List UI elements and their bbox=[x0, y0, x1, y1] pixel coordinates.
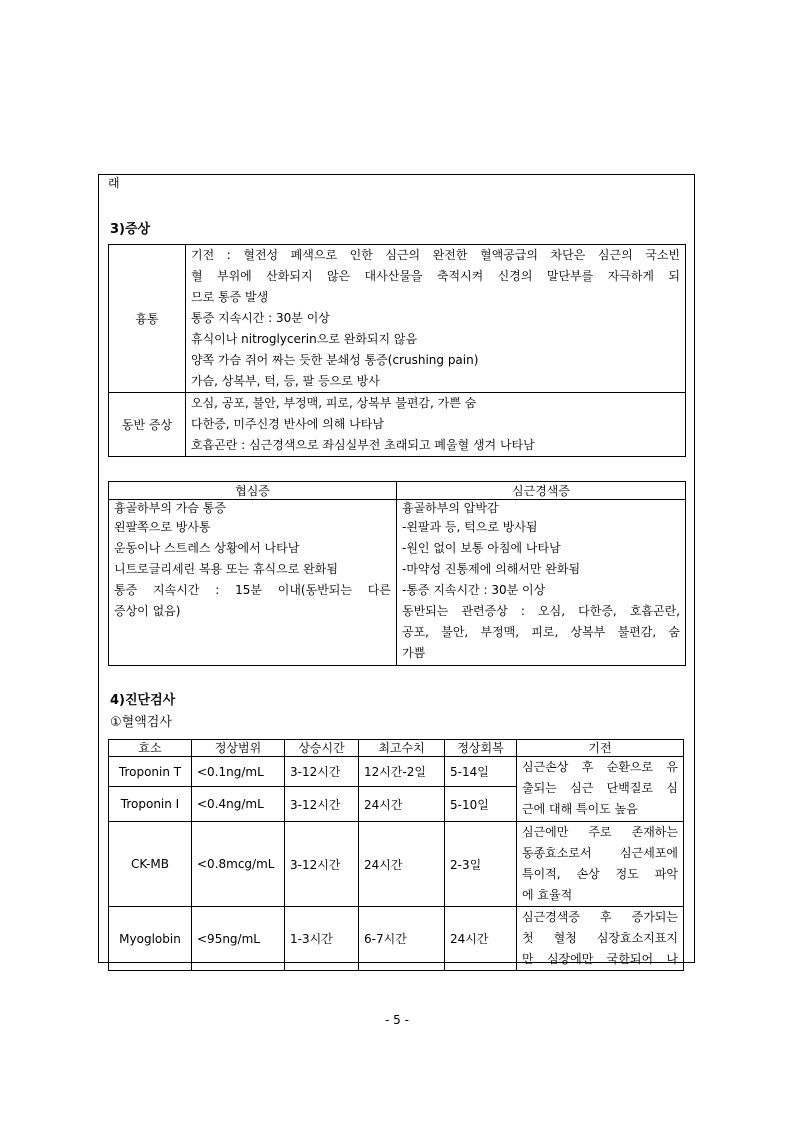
recovery-time: 2-3일 bbox=[445, 822, 517, 907]
mechanism-line: 심근경색증 후 증가되는 bbox=[522, 910, 678, 924]
blood-test-table bbox=[108, 739, 684, 971]
symptom-line: 통증 지속시간 : 30분 이상 bbox=[191, 311, 330, 325]
symptom-label-accompanying: 동반 증상 bbox=[109, 393, 186, 457]
table-row bbox=[109, 907, 684, 971]
mechanism-line: 만 심장에만 국한되어 나 bbox=[522, 952, 678, 966]
mechanism-line: 에 효율적 bbox=[522, 888, 573, 902]
col-rise: 상승시간 bbox=[285, 740, 359, 757]
symptom-details-chest-pain bbox=[186, 245, 686, 393]
symptom-line: 다한증, 미주신경 반사에 의해 나타남 bbox=[191, 417, 384, 431]
mi-line: -왼팔과 등, 턱으로 방사됨 bbox=[402, 520, 538, 534]
enzyme-name: Myoglobin bbox=[109, 907, 192, 971]
rise-time: 3-12시간 bbox=[285, 757, 359, 787]
angina-line: 니트로글리세린 복용 또는 휴식으로 완화됨 bbox=[114, 562, 338, 576]
normal-range: <95ng/mL bbox=[192, 907, 285, 971]
symptom-label-chest-pain: 흉통 bbox=[109, 245, 186, 393]
mi-line: 공포, 불안, 부정맥, 피로, 상복부 불편감, 숨 bbox=[402, 625, 680, 639]
normal-range: <0.8mcg/mL bbox=[192, 822, 285, 907]
mi-cell bbox=[397, 500, 686, 666]
comparison-header-row bbox=[109, 482, 686, 500]
mi-line: 흉골하부의 압박감 bbox=[402, 501, 499, 515]
peak-time: 24시간 bbox=[359, 787, 445, 822]
diagnostics-heading: 4)진단검사 bbox=[110, 693, 176, 708]
angina-cell bbox=[109, 500, 397, 666]
mechanism-line: 특이적, 손상 정도 파악 bbox=[522, 867, 678, 881]
mechanism-line: 첫 혈청 심장효소지표지 bbox=[522, 931, 678, 945]
mechanism-ckmb bbox=[517, 822, 684, 907]
comparison-body-row bbox=[109, 500, 686, 666]
col-mechanism: 기전 bbox=[517, 740, 684, 757]
mi-line: -마약성 진통제에 의해서만 완화됨 bbox=[402, 562, 581, 576]
rise-time: 1-3시간 bbox=[285, 907, 359, 971]
symptom-line: 기전 : 혈전성 폐색으로 인한 심근의 완전한 혈액공급의 차단은 심근의 국소빈 bbox=[191, 248, 680, 262]
symptoms-heading: 3)증상 bbox=[110, 222, 151, 237]
symptoms-table bbox=[108, 244, 686, 457]
angina-line: 운동이나 스트레스 상황에서 나타남 bbox=[114, 541, 300, 555]
symptom-line: 휴식이나 nitroglycerin으로 완화되지 않음 bbox=[191, 332, 418, 346]
mechanism-troponin bbox=[517, 757, 684, 822]
header-angina: 협심증 bbox=[109, 482, 397, 500]
mi-line: 동반되는 관련증상 : 오심, 다한증, 호흡곤란, bbox=[402, 604, 680, 618]
symptom-line: 오심, 공포, 불안, 부정맥, 피로, 상복부 불편감, 가쁜 숨 bbox=[191, 396, 477, 410]
recovery-time: 5-14일 bbox=[445, 757, 517, 787]
peak-time: 12시간-2일 bbox=[359, 757, 445, 787]
recovery-time: 5-10일 bbox=[445, 787, 517, 822]
mechanism-line: 심근에만 주로 존재하는 bbox=[522, 825, 678, 839]
enzyme-name: Troponin I bbox=[109, 787, 192, 822]
continuation-text: 래 bbox=[108, 176, 120, 190]
normal-range: <0.4ng/mL bbox=[192, 787, 285, 822]
mi-line: 가쁨 bbox=[402, 646, 426, 660]
recovery-time: 24시간 bbox=[445, 907, 517, 971]
rise-time: 3-12시간 bbox=[285, 822, 359, 907]
mechanism-line: 근에 대해 특이도 높음 bbox=[522, 802, 638, 816]
normal-range: <0.1ng/mL bbox=[192, 757, 285, 787]
angina-line: 증상이 없음) bbox=[114, 604, 181, 618]
table-row bbox=[109, 822, 684, 907]
col-range: 정상범위 bbox=[192, 740, 285, 757]
page-number: - 5 - bbox=[385, 1013, 409, 1027]
col-peak: 최고수치 bbox=[359, 740, 445, 757]
mechanism-line: 출되는 심근 단백질로 심 bbox=[522, 781, 678, 795]
symptom-line: 양쪽 가슴 쥐어 짜는 듯한 분쇄성 통증(crushing pain) bbox=[191, 353, 479, 367]
peak-time: 6-7시간 bbox=[359, 907, 445, 971]
enzyme-name: CK-MB bbox=[109, 822, 192, 907]
angina-line: 통증 지속시간 : 15분 이내(동반되는 다른 bbox=[114, 583, 391, 597]
rise-time: 3-12시간 bbox=[285, 787, 359, 822]
angina-line: 흉골하부의 가슴 통증 bbox=[114, 501, 226, 515]
mi-line: -통증 지속시간 : 30분 이상 bbox=[402, 583, 546, 597]
blood-test-subheading: ①혈액검사 bbox=[110, 715, 172, 730]
symptom-line: 므로 통증 발생 bbox=[191, 290, 269, 304]
symptom-line: 혈 부위에 산화되지 않은 대사산물을 축적시켜 신경의 말단부를 자극하게 되 bbox=[191, 269, 680, 283]
mechanism-line: 동종효소로서 심근세포에 bbox=[522, 846, 678, 860]
mi-line: -원인 없이 보통 아침에 나타남 bbox=[402, 541, 561, 555]
comparison-table bbox=[108, 481, 686, 666]
symptom-line: 호흡곤란 : 심근경색으로 좌심실부전 초래되고 폐울혈 생겨 나타남 bbox=[191, 438, 535, 452]
angina-line: 왼팔쪽으로 방사통 bbox=[114, 520, 211, 534]
mechanism-line: 심근손상 후 순환으로 유 bbox=[522, 760, 678, 774]
symptom-line: 가슴, 상복부, 턱, 등, 팔 등으로 방사 bbox=[191, 374, 380, 388]
col-recovery: 정상회복 bbox=[445, 740, 517, 757]
symptom-details-accompanying bbox=[186, 393, 686, 457]
enzyme-name: Troponin T bbox=[109, 757, 192, 787]
symptom-row-chest-pain bbox=[109, 245, 686, 393]
header-mi: 심근경색증 bbox=[397, 482, 686, 500]
peak-time: 24시간 bbox=[359, 822, 445, 907]
symptom-row-accompanying bbox=[109, 393, 686, 457]
col-enzyme: 효소 bbox=[109, 740, 192, 757]
blood-test-header-row bbox=[109, 740, 684, 757]
mechanism-myoglobin bbox=[517, 907, 684, 971]
table-row bbox=[109, 757, 684, 787]
